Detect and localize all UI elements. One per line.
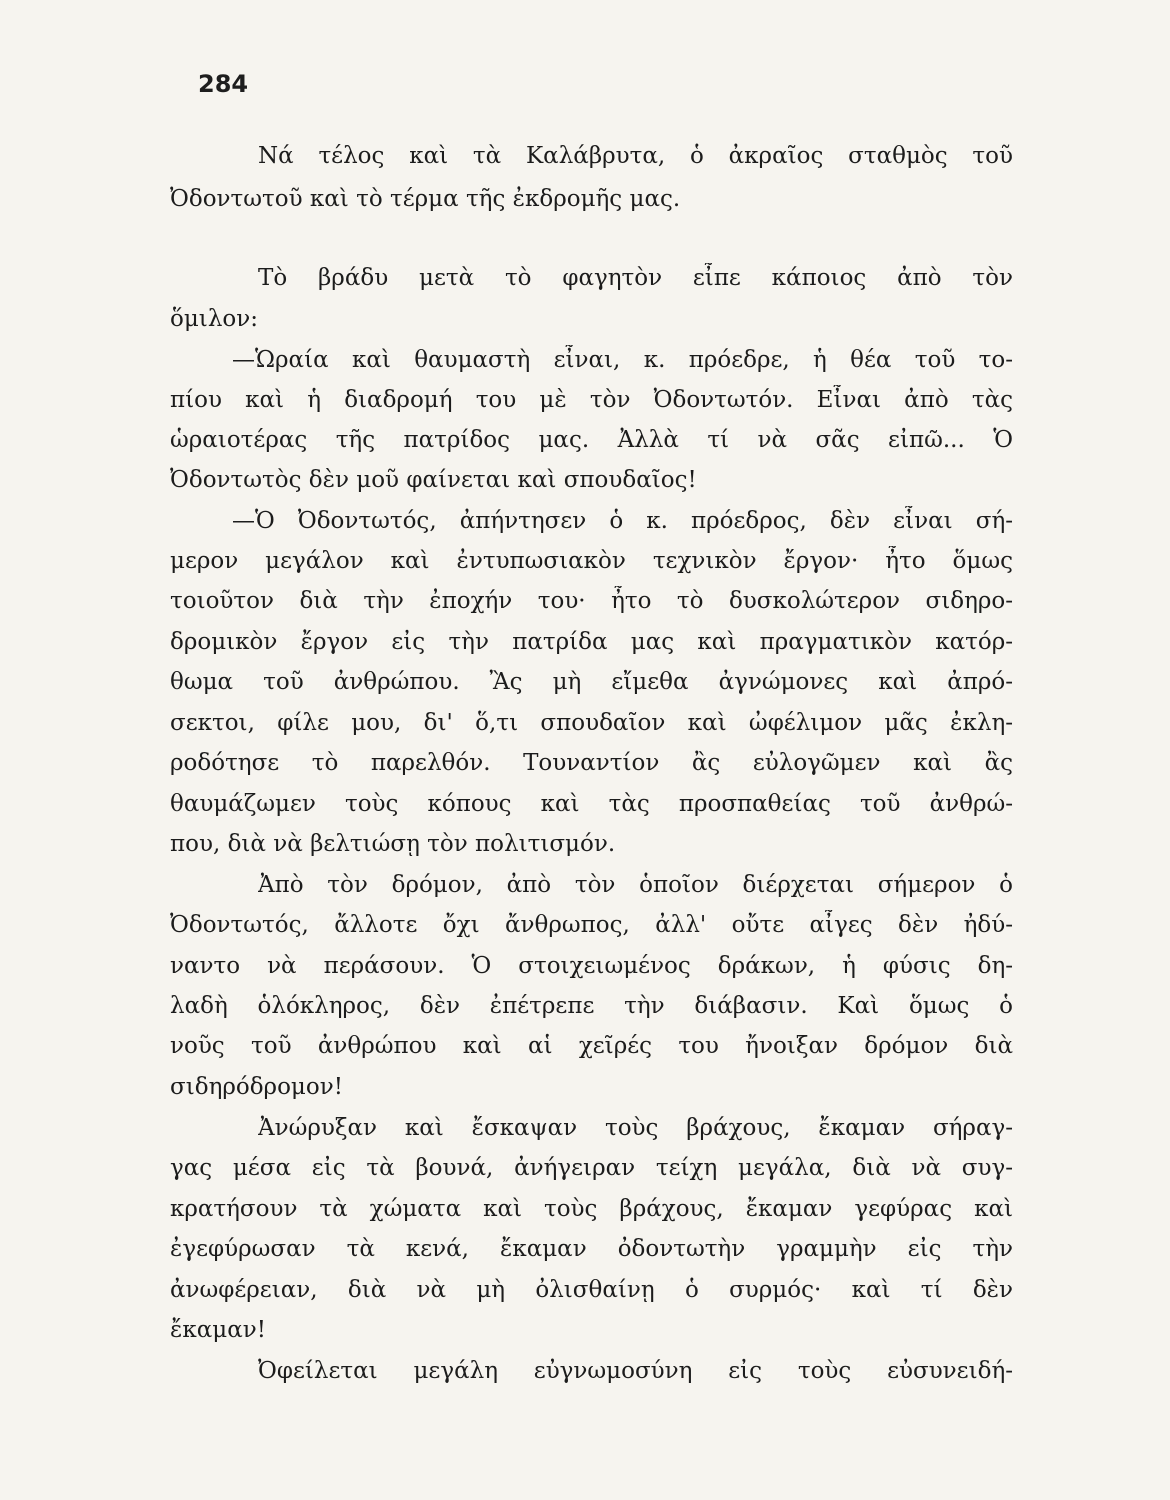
text-line: Ὀδοντωτὸς δὲν μοῦ φαίνεται καὶ σπουδαῖος! [170, 467, 697, 493]
text-line: τοιοῦτον διὰ τὴν ἐποχήν του· ἦτο τὸ δυσκολώτερον σιδηρο- [170, 588, 1013, 614]
text-line: Ἀνώρυξαν καὶ ἔσκαψαν τοὺς βράχους, ἔκαμαν σήραγ- [258, 1115, 1013, 1141]
text-line: ὡραιοτέρας τῆς πατρίδος μας. Ἀλλὰ τί νὰ σᾶς εἰπῶ... Ὁ [170, 427, 1013, 453]
text-line: Ὀφείλεται μεγάλη εὐγνωμοσύνη εἰς τοὺς εὐσυνειδή- [258, 1358, 1013, 1384]
text-line: ὅμιλον: [170, 306, 258, 332]
text-line: γας μέσα εἰς τὰ βουνά, ἀνήγειραν τείχη μεγάλα, διὰ νὰ συγ- [170, 1155, 1013, 1181]
page-number: 284 [198, 70, 249, 98]
text-line: που, διὰ νὰ βελτιώσῃ τὸν πολιτισμόν. [170, 831, 616, 857]
text-line: θαυμάζωμεν τοὺς κόπους καὶ τὰς προσπαθείας τοῦ ἀνθρώ- [170, 791, 1013, 817]
text-line: Τὸ βράδυ μετὰ τὸ φαγητὸν εἶπε κάποιος ἀπὸ τὸν [258, 265, 1013, 291]
text-line: μερον μεγάλον καὶ ἐντυπωσιακὸν τεχνικὸν ἔργον· ἦτο ὅμως [170, 548, 1013, 574]
text-line: ἔκαμαν! [170, 1317, 266, 1343]
text-line: θωμα τοῦ ἀνθρώπου. Ἂς μὴ εἴμεθα ἀγνώμονες καὶ ἀπρό- [170, 669, 1013, 695]
text-line: πίου καὶ ἡ διαδρομή του μὲ τὸν Ὀδοντωτόν. Εἶναι ἀπὸ τὰς [170, 387, 1013, 413]
text-line: —Ὡραία καὶ θαυμαστὴ εἶναι, κ. πρόεδρε, ἡ θέα τοῦ το- [232, 347, 1013, 373]
text-line: Ἀπὸ τὸν δρόμον, ἀπὸ τὸν ὁποῖον διέρχεται σήμερον ὁ [258, 872, 1013, 898]
text-line: σιδηρόδρομον! [170, 1074, 343, 1100]
text-line: νοῦς τοῦ ἀνθρώπου καὶ αἱ χεῖρές του ἤνοιξαν δρόμον διὰ [170, 1033, 1013, 1059]
text-line: —Ὁ Ὀδοντωτός, ἀπήντησεν ὁ κ. πρόεδρος, δὲν εἶναι σή- [232, 508, 1013, 534]
text-line: ἐγεφύρωσαν τὰ κενά, ἔκαμαν ὀδοντωτὴν γραμμὴν εἰς τὴν [170, 1236, 1013, 1262]
text-line: Ὀδοντωτός, ἄλλοτε ὄχι ἄνθρωπος, ἀλλ' οὔτε αἶγες δὲν ἠδύ- [170, 912, 1013, 938]
text-line: κρατήσουν τὰ χώματα καὶ τοὺς βράχους, ἔκαμαν γεφύρας καὶ [170, 1196, 1013, 1222]
text-line: Ὀδοντωτοῦ καὶ τὸ τέρμα τῆς ἐκδρομῆς μας. [170, 186, 681, 212]
text-line: ροδότησε τὸ παρελθόν. Τουναντίον ἂς εὐλογῶμεν καὶ ἂς [170, 750, 1013, 776]
text-line: σεκτοι, φίλε μου, δι' ὅ,τι σπουδαῖον καὶ ὠφέλιμον μᾶς ἐκλη- [170, 710, 1013, 736]
text-line: Νά τέλος καὶ τὰ Καλάβρυτα, ὁ ἀκραῖος σταθμὸς τοῦ [258, 143, 1013, 169]
text-line: λαδὴ ὁλόκληρος, δὲν ἐπέτρεπε τὴν διάβασιν. Καὶ ὅμως ὁ [170, 993, 1013, 1019]
text-line: ἀνωφέρειαν, διὰ νὰ μὴ ὀλισθαίνῃ ὁ συρμός· καὶ τί δὲν [170, 1277, 1013, 1303]
text-line: ναντο νὰ περάσουν. Ὁ στοιχειωμένος δράκων, ἡ φύσις δη- [170, 953, 1013, 979]
text-line: δρομικὸν ἔργον εἰς τὴν πατρίδα μας καὶ πραγματικὸν κατόρ- [170, 629, 1013, 655]
